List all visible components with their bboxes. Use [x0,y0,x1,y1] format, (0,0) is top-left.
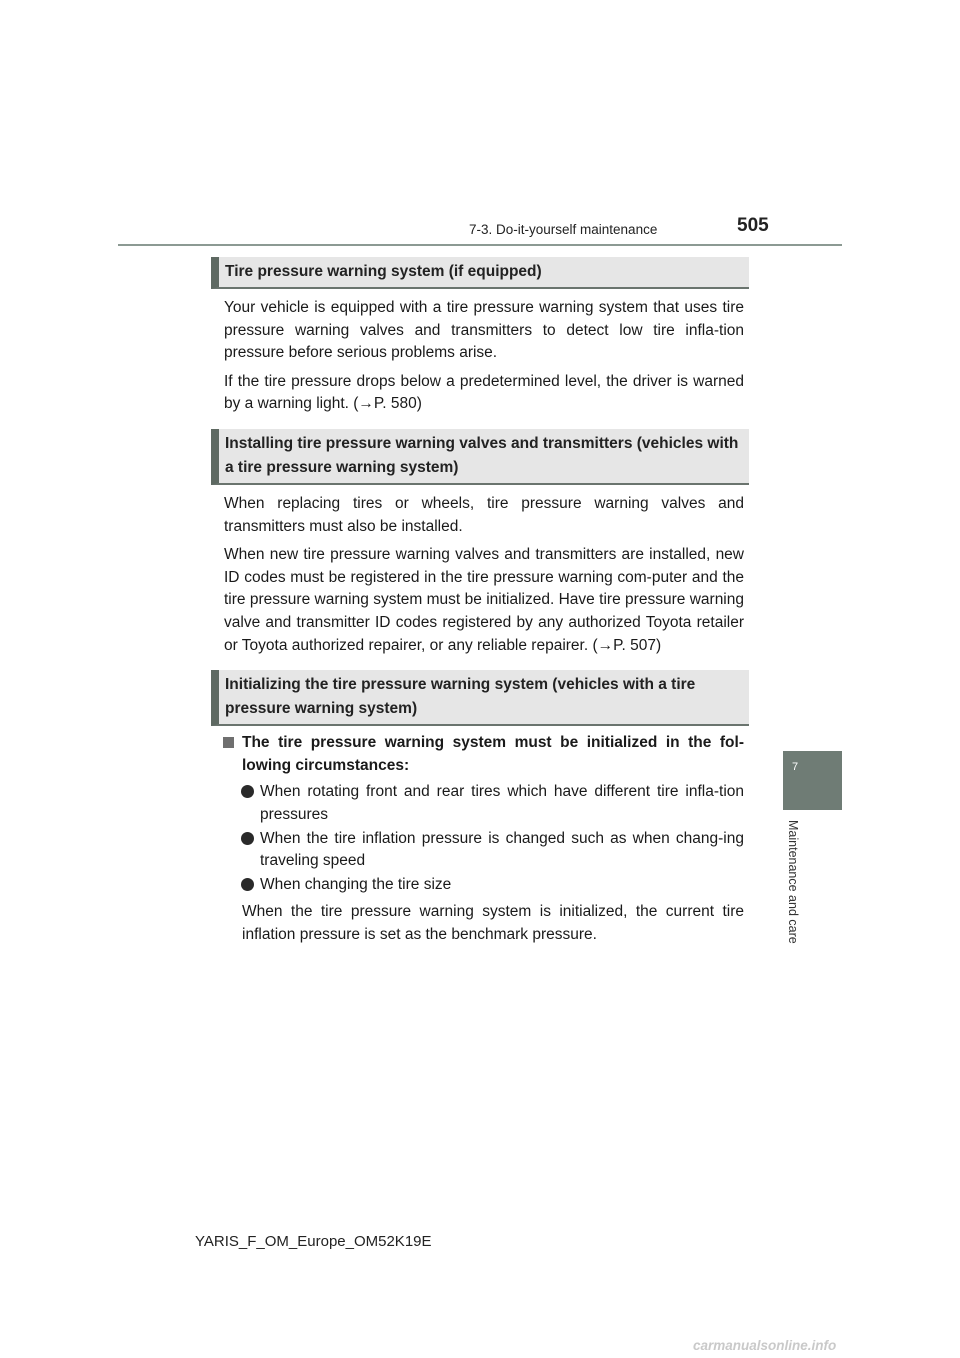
bullet-dot-icon [241,785,254,798]
subheading-text: The tire pressure warning system must be initialized in the fol-lowing circumstances: [242,734,744,774]
list-item-text: When rotating front and rear tires which have different tire infla-tion pressures [260,783,744,823]
chapter-title: Maintenance and care [786,820,800,944]
paragraph: When replacing tires or wheels, tire pressure warning valves and transmitters must also be installed. [224,494,744,535]
paragraph: If the tire pressure drops below a predetermined level, the driver is warned by a warning light. (→P. 580) [224,372,744,413]
section-heading-initializing-system: Initializing the tire pressure warning system (vehicles with a tire pressure warning system) [211,670,749,726]
page-content [211,257,749,952]
watermark: carmanualsonline.info [693,1338,837,1353]
list-item [260,781,744,826]
paragraph: When the tire pressure warning system is initialized, the current tire inflation pressure is set as the benchmark pressure. [242,903,744,943]
section-heading-installing-valves: Installing tire pressure warning valves and transmitters (vehicles with a tire pressure warning system) [211,429,749,485]
list-item-text: When changing the tire size [260,875,452,893]
subheading [242,732,744,777]
bullet-dot-icon [241,878,254,891]
chapter-number: 7 [792,761,799,773]
section-heading-tire-pressure-warning: Tire pressure warning system (if equipped) [211,257,749,289]
square-bullet-icon [223,737,234,748]
list-item-text: When the tire inflation pressure is changed such as when chang-ing traveling speed [260,829,744,870]
list-item [260,874,744,897]
chapter-tab[interactable] [783,751,842,810]
header-section-title: 7-3. Do-it-yourself maintenance [469,222,658,237]
paragraph: When new tire pressure warning valves and transmitters are installed, new ID codes must be registered in the tire pressure warning com-puter and the tire pressure warning system must be initialized. Have tire pressure warning valve and transmitter ID codes registered by any authorized Toyota retailer or Toyota authorized repairer, or any reliable repairer. (→P. 507) [224,546,744,654]
bullet-dot-icon [241,832,254,845]
header-divider [118,244,842,246]
list-item [260,828,744,873]
page-number: 505 [737,215,769,236]
paragraph: Your vehicle is equipped with a tire pressure warning system that uses tire pressure warning valves and transmitters to detect low tire infla-tion pressure before serious problems arise. [224,299,744,362]
footer-doc-code: YARIS_F_OM_Europe_OM52K19E [195,1233,432,1250]
